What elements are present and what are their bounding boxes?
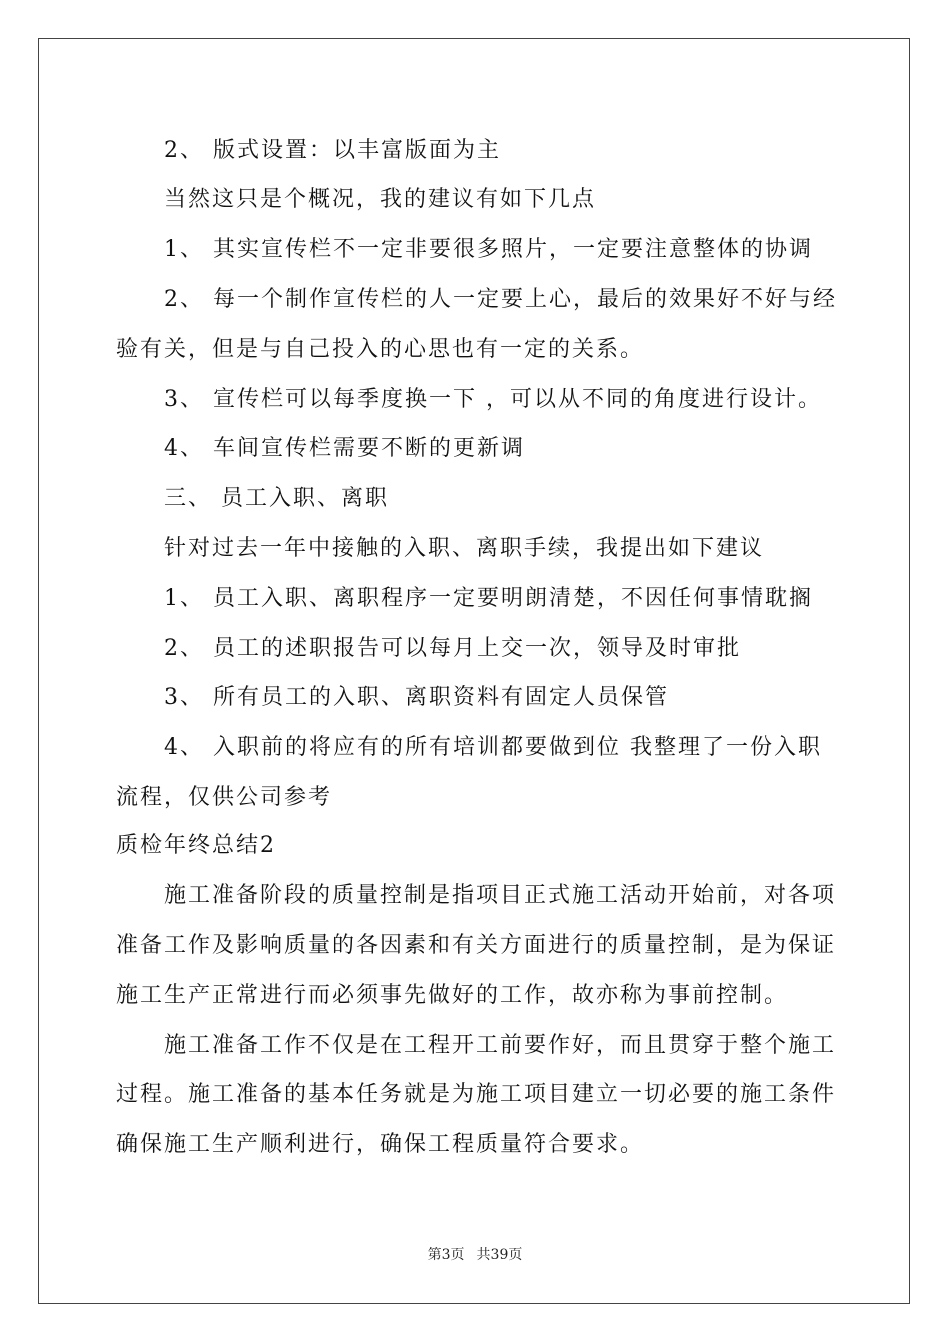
- text-line: 施工准备阶段的质量控制是指项目正式施工活动开始前，对各项: [164, 883, 837, 908]
- text-line: 3、 所有员工的入职、离职资料有固定人员保管: [164, 685, 669, 710]
- text-line: 4、 入职前的将应有的所有培训都要做到位 我整理了一份入职: [164, 735, 822, 760]
- text-line: 3、 宣传栏可以每季度换一下 ，可以从不同的角度进行设计。: [164, 387, 822, 412]
- text-line: 确保施工生产顺利进行，确保工程质量符合要求。: [116, 1132, 645, 1157]
- text-line: 1、 其实宣传栏不一定非要很多照片，一定要注意整体的协调: [164, 237, 813, 262]
- text-line: 2、 员工的述职报告可以每月上交一次，领导及时审批: [164, 636, 741, 661]
- text-line: 2、 每一个制作宣传栏的人一定要上心，最后的效果好不好与经: [164, 287, 837, 312]
- text-line: 验有关，但是与自己投入的心思也有一定的关系。: [116, 337, 645, 362]
- text-line: 施工生产正常进行而必须事先做好的工作，故亦称为事前控制。: [116, 983, 789, 1008]
- text-line: 过程。施工准备的基本任务就是为施工项目建立一切必要的施工条件: [116, 1082, 837, 1107]
- section-title: 质检年终总结2: [116, 833, 276, 858]
- text-line: 准备工作及影响质量的各因素和有关方面进行的质量控制，是为保证: [116, 933, 837, 958]
- page-total: 共39页: [476, 1247, 523, 1263]
- text-line: 2、 版式设置：以丰富版面为主: [164, 138, 501, 163]
- text-line: 流程，仅供公司参考: [116, 785, 333, 810]
- text-line: 4、 车间宣传栏需要不断的更新调: [164, 436, 525, 461]
- page-number: 第3页: [427, 1247, 465, 1263]
- text-line: 1、 员工入职、离职程序一定要明朗清楚，不因任何事情耽搁: [164, 586, 813, 611]
- page-border: [38, 38, 910, 1304]
- section-heading: 三、 员工入职、离职: [164, 486, 389, 511]
- text-line: 当然这只是个概况，我的建议有如下几点: [164, 187, 597, 212]
- text-line: 针对过去一年中接触的入职、离职手续，我提出如下建议: [164, 536, 765, 561]
- text-line: 施工准备工作不仅是在工程开工前要作好，而且贯穿于整个施工: [164, 1033, 837, 1058]
- page-footer: [0, 1245, 950, 1265]
